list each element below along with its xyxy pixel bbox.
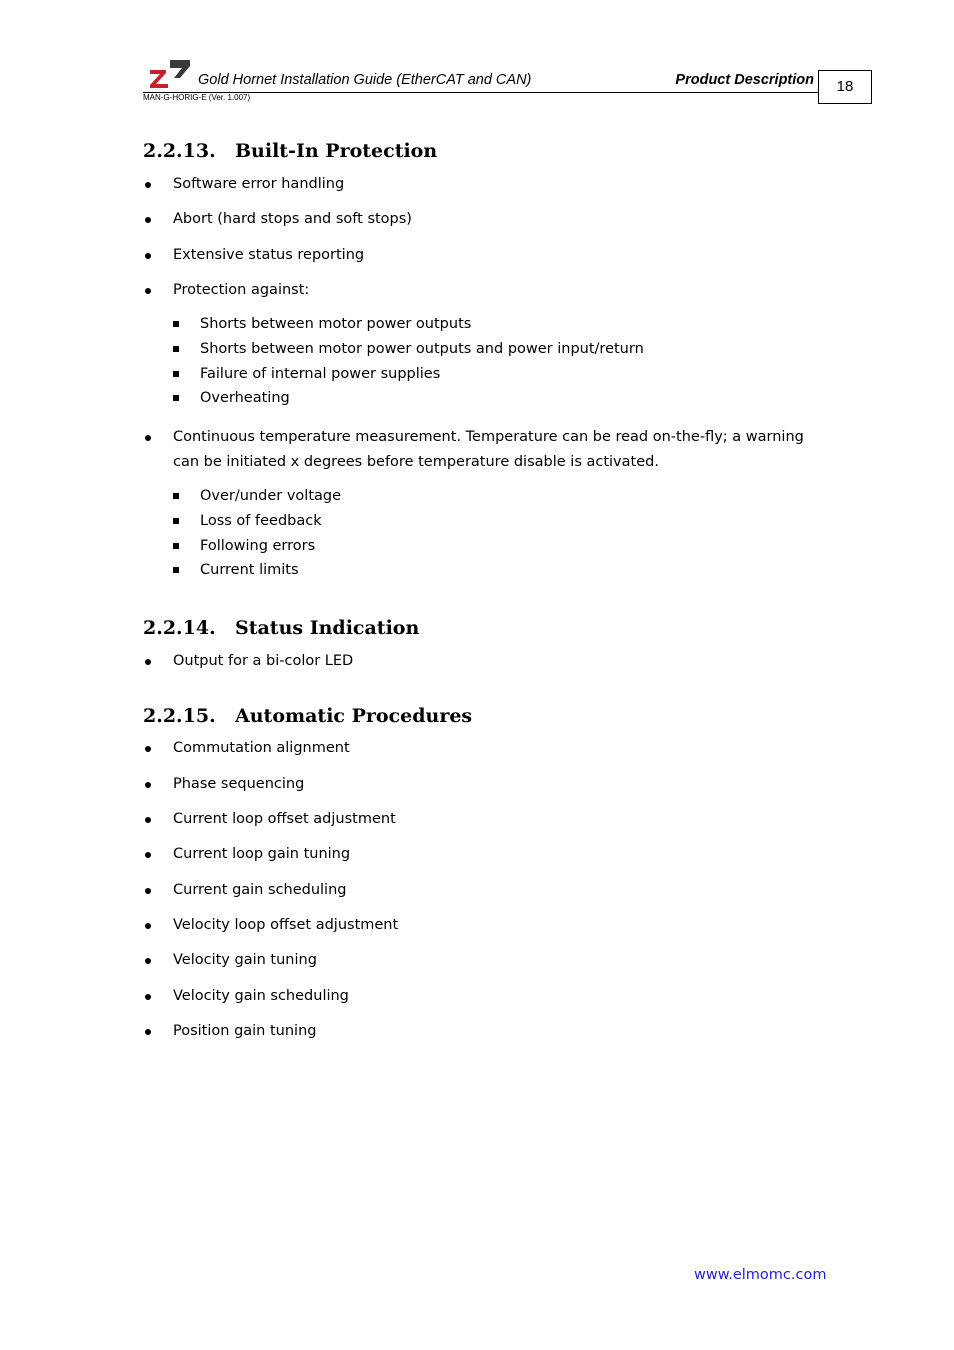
bullet-icon [145,923,151,929]
section-title: Status Indication [235,617,420,639]
bullet-icon [145,746,151,752]
sub-list-item: Failure of internal power supplies [173,362,823,386]
header-section-label: Product Description [675,72,814,88]
section-number: 2.2.13. [143,140,216,162]
section-heading-status-indication [143,617,419,639]
bullet-icon [145,288,151,294]
list-item: Current loop offset adjustment [143,807,833,832]
section-title: Automatic Procedures [235,705,473,727]
sub-list-item: Overheating [173,386,823,410]
document-title: Gold Hornet Installation Guide (EtherCAT and CAN) [198,72,532,88]
list-item: Continuous temperature measurement. Temperature can be read on-the-fly; a warning can be initiated x degrees before temperature disable is activated. [143,425,833,475]
list-item: Position gain tuning [143,1019,833,1044]
bullet-icon [145,782,151,788]
square-bullet-icon [173,493,179,499]
list-item: Velocity gain scheduling [143,984,833,1009]
bullet-icon [145,888,151,894]
page-number: 18 [818,70,872,104]
list-item: Abort (hard stops and soft stops) [143,207,833,232]
square-bullet-icon [173,518,179,524]
list-item: Velocity loop offset adjustment [143,913,833,938]
bullet-icon [145,817,151,823]
bullet-icon [145,1029,151,1035]
bullet-icon [145,994,151,1000]
square-bullet-icon [173,321,179,327]
sub-list-item: Over/under voltage [173,484,823,508]
list-item: Current gain scheduling [143,878,833,903]
sub-list-item: Shorts between motor power outputs [173,312,823,336]
website-link[interactable]: www.elmomc.com [694,1267,827,1283]
list-item: Velocity gain tuning [143,948,833,973]
bullet-icon [145,435,151,441]
list-item: Extensive status reporting [143,243,833,268]
sub-list-item: Shorts between motor power outputs and power input/return [173,337,823,361]
square-bullet-icon [173,371,179,377]
square-bullet-icon [173,567,179,573]
bullet-icon [145,217,151,223]
sub-list-item: Following errors [173,534,823,558]
section-number: 2.2.15. [143,705,216,727]
sub-list-item: Current limits [173,558,823,582]
square-bullet-icon [173,543,179,549]
sub-list-item: Loss of feedback [173,509,823,533]
list-item: Output for a bi-color LED [143,649,833,674]
document-code: MAN-G-HORIG-E (Ver. 1.007) [143,93,251,102]
list-item: Commutation alignment [143,736,833,761]
bullet-icon [145,182,151,188]
bullet-icon [145,253,151,259]
list-item: Protection against: [143,278,833,303]
list-item: Software error handling [143,172,833,197]
list-item: Phase sequencing [143,772,833,797]
elmo-logo-icon [148,58,190,88]
bullet-icon [145,958,151,964]
bullet-icon [145,852,151,858]
square-bullet-icon [173,395,179,401]
list-item: Current loop gain tuning [143,842,833,867]
square-bullet-icon [173,346,179,352]
section-number: 2.2.14. [143,617,216,639]
section-title: Built-In Protection [235,140,438,162]
page-header [0,0,954,110]
bullet-icon [145,659,151,665]
section-heading-built-in-protection [143,140,437,162]
section-heading-automatic-procedures [143,705,472,727]
